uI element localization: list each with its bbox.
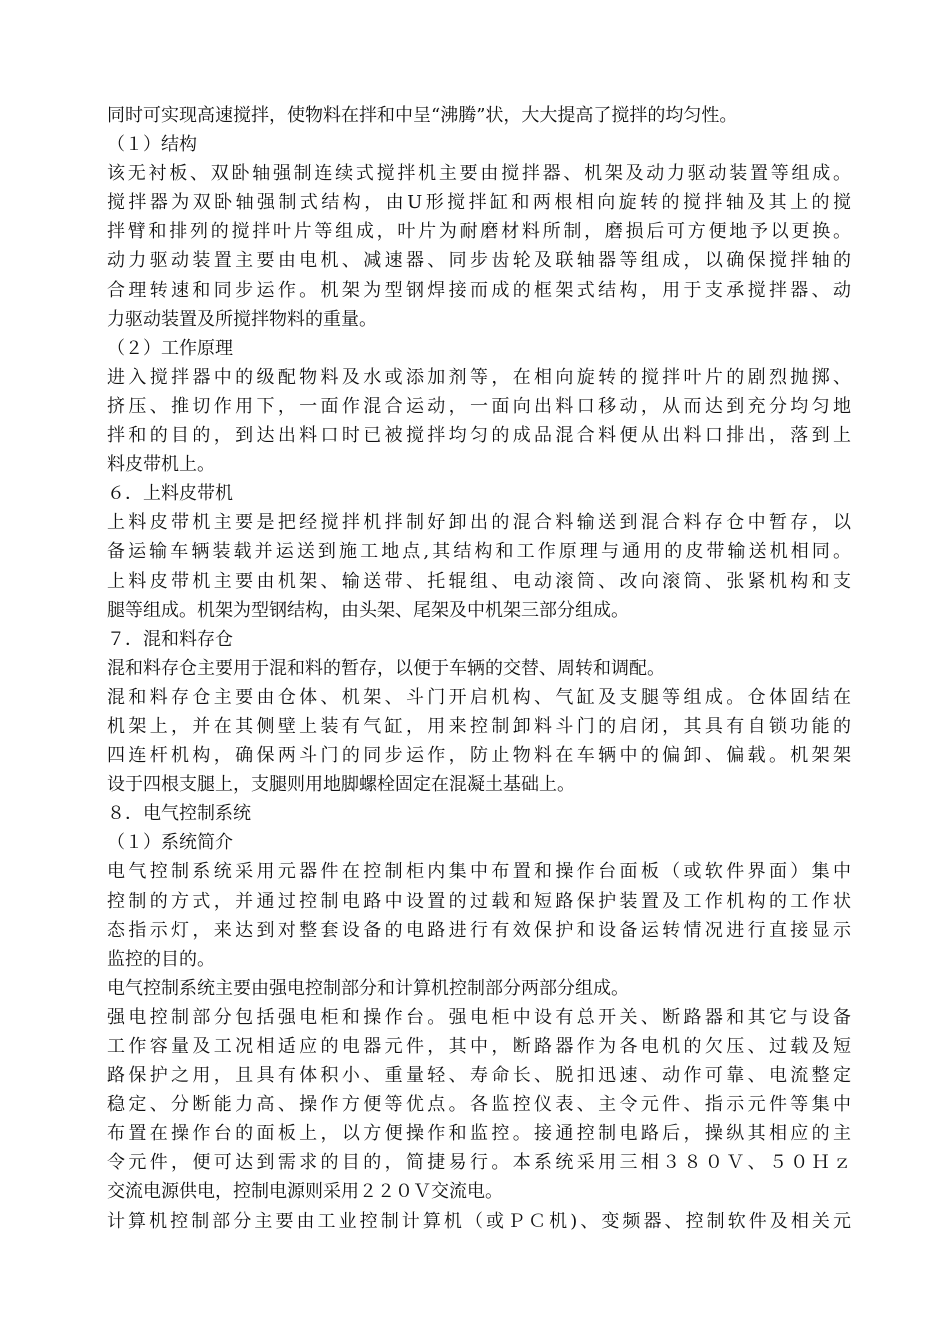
text-line-4: 搅拌器为双卧轴强制式结构，由U形搅拌缸和两根相向旋转的搅拌轴及其上的搅 [107,192,851,214]
text-line-18: 腿等组成。机架为型钢结构，由头架、尾架及中机架三部分组成。 [107,599,629,621]
text-line-36: 布置在操作台的面板上，以方便操作和监控。接通控制电路后，操纵其相应的主 [107,1123,851,1145]
text-line-20: 混和料存仓主要用于混和料的暂存，以便于车辆的交替、周转和调配。 [107,657,665,679]
text-line-13: 料皮带机上。 [107,454,215,476]
text-line-38: 交流电源供电，控制电源则采用２２０Ｖ交流电。 [107,1181,503,1203]
text-line-21: 混和料存仓主要由仓体、机架、斗门开启机构、气缸及支腿等组成。仓体固结在 [107,686,851,708]
text-line-11: 挤压、推切作用下，一面作混合运动，一面向出料口移动，从而达到充分均匀地 [107,395,851,417]
text-line-31: 电气控制系统主要由强电控制部分和计算机控制部分两部分组成。 [107,977,629,999]
text-line-1: 同时可实现高速搅拌，使物料在拌和中呈“沸腾”状，大大提高了搅拌的均匀性。 [107,105,738,126]
text-line-23: 四连杆机构，确保两斗门的同步运作，防止物料在车辆中的偏卸、偏载。机架架 [107,745,851,767]
text-line-34: 路保护之用，且具有体积小、重量轻、寿命长、脱扣迅速、动作可靠、电流整定 [107,1065,851,1087]
text-line-27: 电气控制系统采用元器件在控制柜内集中布置和操作台面板（或软件界面）集中 [107,861,851,883]
text-line-29: 态指示灯，来达到对整套设备的电路进行有效保护和设备运转情况进行直接显示 [107,919,851,941]
text-line-37: 令元件，便可达到需求的目的，简捷易行。本系统采用三相３８０Ｖ、５０Ｈｚ [107,1152,851,1174]
section-heading-electrical-control: ８．电气控制系统 [107,803,251,825]
text-line-35: 稳定、分断能力高、操作方便等优点。各监控仪表、主令元件、指示元件等集中 [107,1094,851,1116]
text-line-12: 拌和的目的，到达出料口时已被搅拌均匀的成品混合料便从出料口排出，落到上 [107,425,851,447]
section-heading-structure: （１）结构 [107,134,197,156]
text-line-10: 进入搅拌器中的级配物料及水或添加剂等，在相向旋转的搅拌叶片的剧烈抛掷、 [107,366,851,388]
text-line-15: 上料皮带机主要是把经搅拌机拌制好卸出的混合料输送到混合料存仓中暂存，以 [107,512,851,534]
section-heading-system-overview: （１）系统简介 [107,832,233,854]
text-line-17: 上料皮带机主要由机架、输送带、托辊组、电动滚筒、改向滚筒、张紧机构和支 [107,570,851,592]
text-line-33: 工作容量及工况相适应的电器元件，其中，断路器作为各电机的欠压、过载及短 [107,1036,851,1057]
section-heading-storage-bin: ７．混和料存仓 [107,628,233,650]
text-line-5: 拌臂和排列的搅拌叶片等组成，叶片为耐磨材料所制，磨损后可方便地予以更换。 [107,221,851,243]
text-line-32: 强电控制部分包括强电柜和操作台。强电柜中设有总开关、断路器和其它与设备 [107,1006,851,1028]
text-line-22: 机架上，并在其侧壁上装有气缸，用来控制卸料斗门的启闭，其具有自锁功能的 [107,715,851,737]
text-line-24: 设于四根支腿上，支腿则用地脚螺栓固定在混凝土基础上。 [107,774,575,796]
section-heading-working-principle: （２）工作原理 [107,337,233,359]
text-line-16: 备运输车辆装载并运送到施工地点,其结构和工作原理与通用的皮带输送机相同。 [107,541,851,563]
text-line-30: 监控的目的。 [107,948,215,970]
section-heading-belt-conveyor: ６．上料皮带机 [107,483,233,505]
text-line-39: 计算机控制部分主要由工业控制计算机（或ＰＣ机)、变频器、控制软件及相关元 [107,1210,851,1232]
text-line-8: 力驱动装置及所搅拌物料的重量。 [107,308,377,330]
text-line-6: 动力驱动装置主要由电机、减速器、同步齿轮及联轴器等组成，以确保搅拌轴的 [107,250,851,272]
document-body [107,101,851,1236]
text-line-28: 控制的方式，并通过控制电路中设置的过载和短路保护装置及工作机构的工作状 [107,890,851,912]
text-line-3: 该无衬板、双卧轴强制连续式搅拌机主要由搅拌器、机架及动力驱动装置等组成。 [107,163,851,185]
text-line-7: 合理转速和同步运作。机架为型钢焊接而成的框架式结构，用于支承搅拌器、动 [107,279,851,301]
